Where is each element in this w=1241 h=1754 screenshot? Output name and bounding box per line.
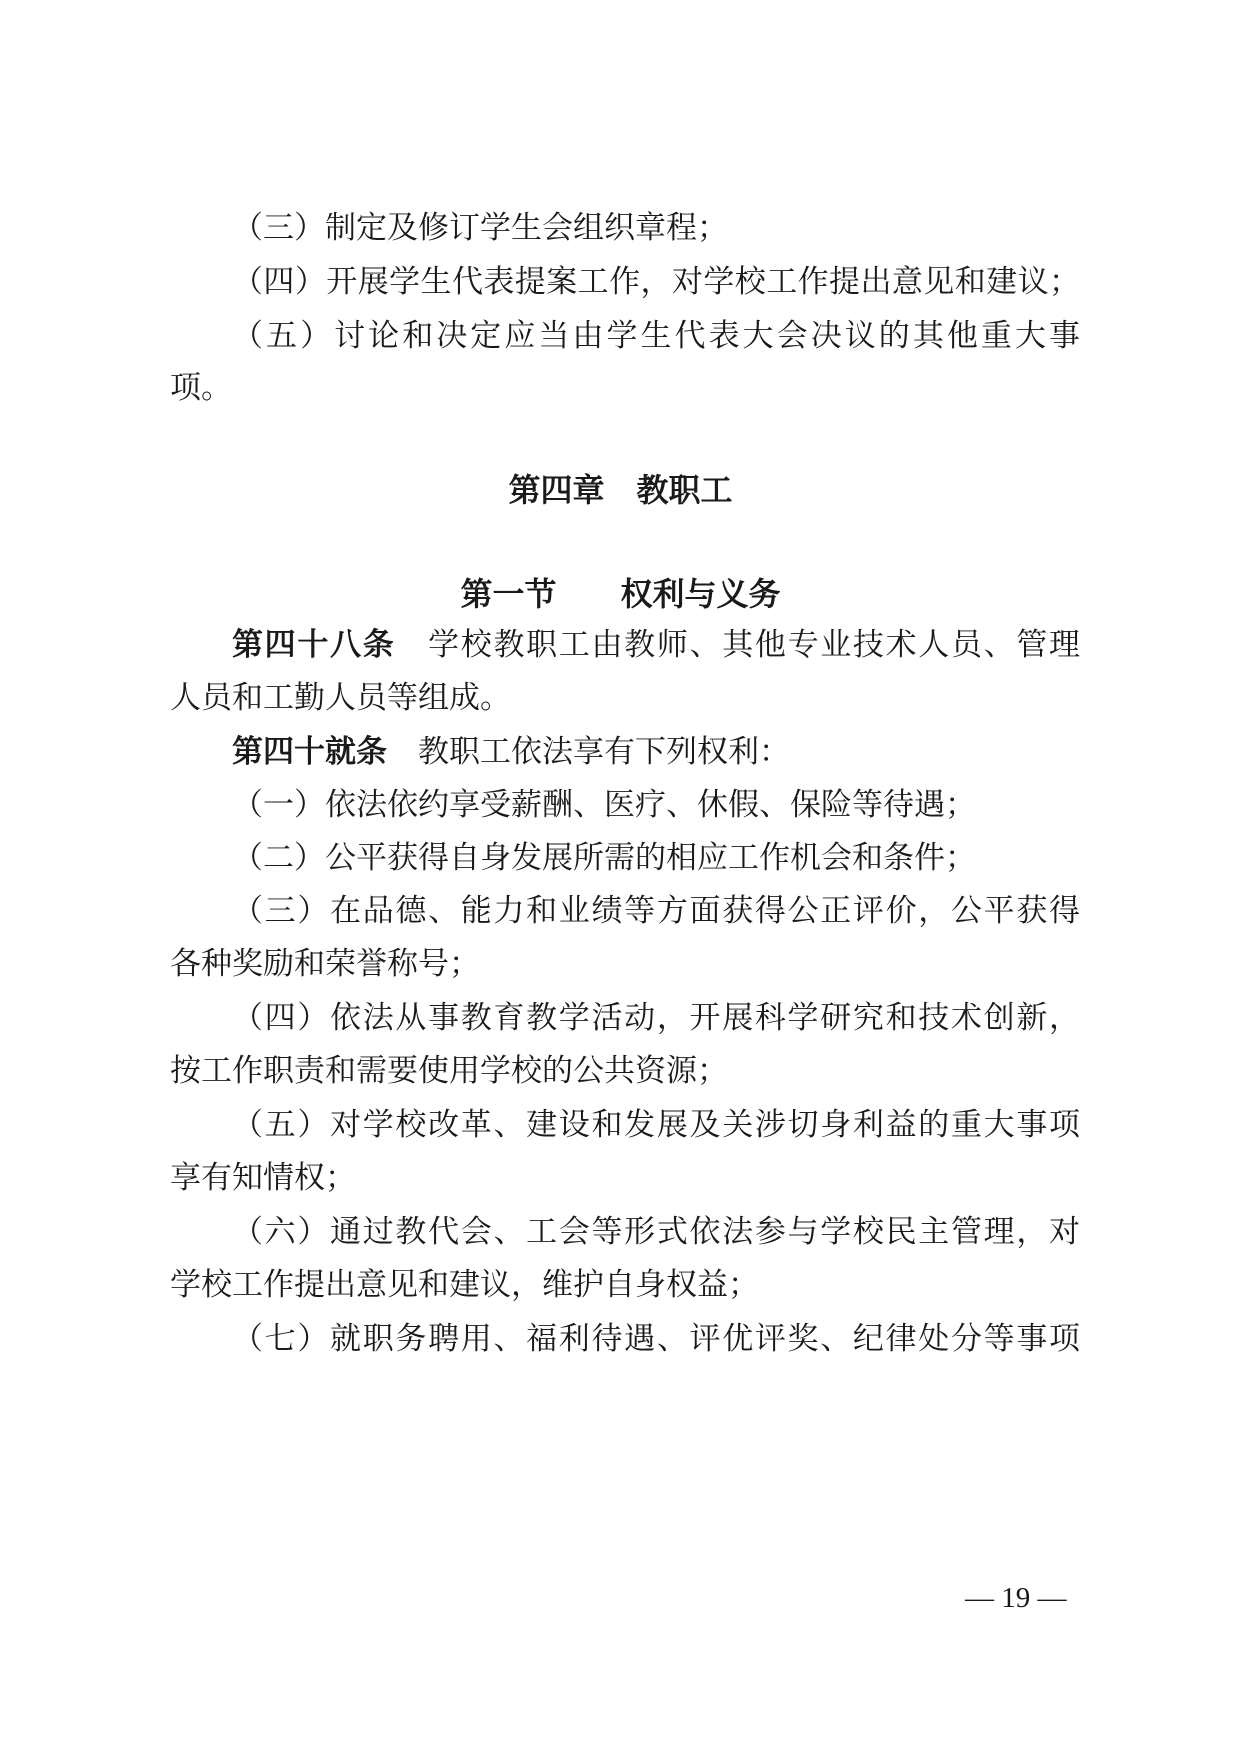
section-title: 第一节 权利与义务	[460, 575, 781, 613]
chapter-title: 第四章 教职工	[508, 471, 733, 509]
rights-item: （七）就职务聘用、福利待遇、评优评奖、纪律处分等事项	[232, 1321, 1080, 1357]
body-line: （三）制定及修订学生会组织章程；	[232, 210, 728, 246]
rights-item: （六）通过教代会、工会等形式依法参与学校民主管理，对	[232, 1214, 1080, 1250]
article-48-continuation: 人员和工勤人员等组成。	[170, 680, 511, 716]
body-line: （四）开展学生代表提案工作，对学校工作提出意见和建议；	[232, 264, 1080, 300]
rights-item: （五）对学校改革、建设和发展及关涉切身利益的重大事项	[232, 1107, 1080, 1143]
article-48	[170, 617, 1080, 673]
article-49	[170, 724, 1080, 780]
rights-item: （三）在品德、能力和业绩等方面获得公正评价，公平获得	[232, 893, 1080, 929]
rights-item-continuation: 享有知情权；	[170, 1160, 356, 1196]
rights-item: （一）依法依约享受薪酬、医疗、休假、保险等待遇；	[232, 787, 976, 823]
rights-item-continuation: 学校工作提出意见和建议，维护自身权益；	[170, 1267, 759, 1303]
article-48-label: 第四十八条	[232, 627, 396, 663]
article-49-label: 第四十就条	[232, 734, 387, 770]
rights-item: （二）公平获得自身发展所需的相应工作机会和条件；	[232, 840, 976, 876]
article-48-text: 学校教职工由教师、其他专业技术人员、管理	[428, 627, 1080, 663]
body-line: 项。	[170, 370, 232, 406]
rights-item-continuation: 各种奖励和荣誉称号；	[170, 946, 480, 982]
body-line: （五）讨论和决定应当由学生代表大会决议的其他重大事	[232, 318, 1080, 354]
page-number: — 19 —	[965, 1582, 1067, 1614]
rights-item: （四）依法从事教育教学活动，开展科学研究和技术创新，	[232, 1000, 1080, 1036]
rights-item-continuation: 按工作职责和需要使用学校的公共资源；	[170, 1053, 728, 1089]
article-49-text: 教职工依法享有下列权利：	[418, 734, 790, 770]
